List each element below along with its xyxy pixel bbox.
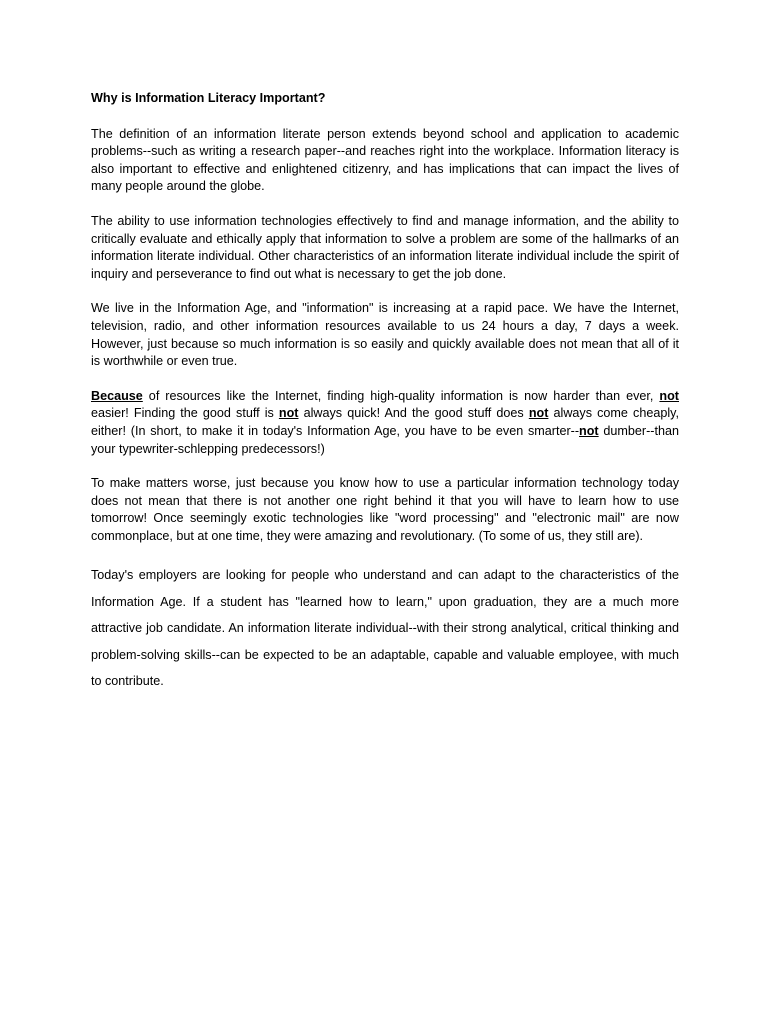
paragraph-information-age: We live in the Information Age, and "information" is increasing at a rapid pace. We have the Internet, television, radio, and other information resources available to us 24 hours a day, 7 days a week. However, just because so much information is so easily and quickly available does not mean that all of it is worthwhile or even true.	[91, 301, 679, 369]
emphasis-not-4: not	[579, 423, 599, 438]
paragraph-abilities: The ability to use information technologies effectively to find and manage information, and the ability to critically evaluate and ethically apply that information to solve a problem are some of the hallmarks of an information literate individual. Other characteristics of an information literate individual include the spirit of inquiry and perseverance to find out what is necessary to get the job done.	[91, 213, 679, 281]
paragraph-resources-text-4: always come cheaply, either! (In short, to make it in today's Information Age, you have to be even smarter--	[91, 406, 679, 438]
paragraph-resources-text-3: always quick! And the good stuff does	[298, 406, 529, 421]
document-page	[91, 90, 679, 712]
paragraph-resources-text-2: easier! Finding the good stuff is	[91, 406, 279, 421]
emphasis-not-1: not	[659, 388, 679, 403]
paragraph-resources	[91, 388, 679, 458]
paragraph-definition: The definition of an information literate person extends beyond school and application to academic problems--such as writing a research paper--and reaches right into the workplace. Information literacy is also important to effective and enlightened citizenry, and has implications that can impact the lives of many people around the globe.	[91, 126, 679, 194]
emphasis-because: Because	[91, 388, 143, 403]
paragraph-resources-text-1: of resources like the Internet, finding high-quality information is now harder than ever,	[142, 388, 660, 403]
emphasis-not-3: not	[528, 406, 549, 421]
emphasis-not-2: not	[278, 406, 299, 421]
paragraph-resources-text-5: dumber--than your typewriter-schlepping predecessors!)	[91, 423, 679, 456]
document-title: Why is Information Literacy Important?	[91, 91, 326, 105]
paragraph-worse: To make matters worse, just because you know how to use a particular information technology today does not mean that there is not another one right behind it that you will have to learn how to use tomorrow! Once seemingly exotic technologies like "word processing" and "electronic mail" are now commonplace, but at one time, they were amazing and revolutionary. (To some of us, they still are).	[91, 476, 679, 543]
paragraph-employers: Today's employers are looking for people who understand and can adapt to the characteristics of the Information Age. If a student has "learned how to learn," upon graduation, they are a much more attractive job candidate. An information literate individual--with their strong analytical, critical thinking and problem-solving skills--can be expected to be an adaptable, capable and valuable employee, with much to contribute.	[91, 568, 679, 689]
